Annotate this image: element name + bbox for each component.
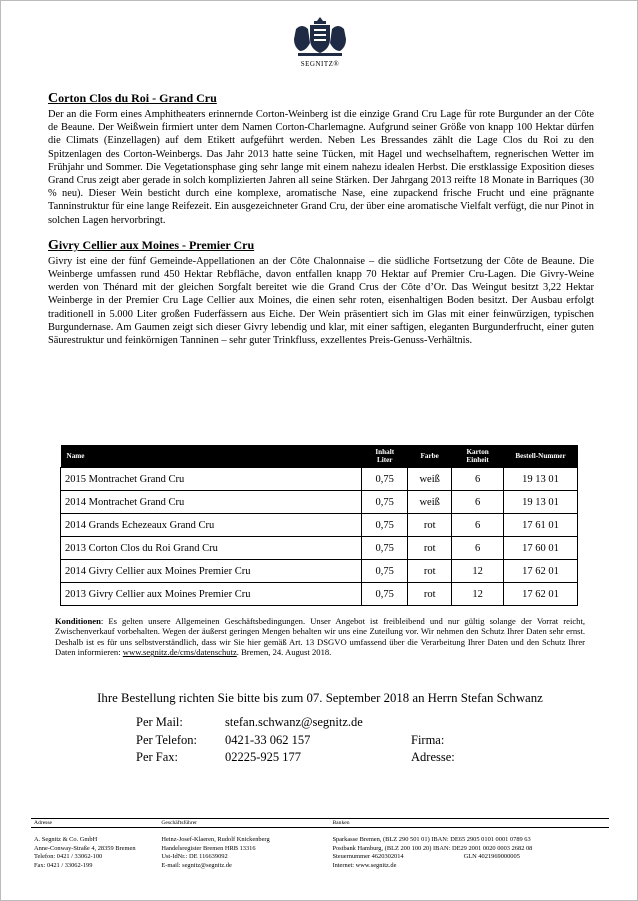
mail-label: Per Mail:	[136, 715, 183, 729]
header-inhalt: Inhalt Liter	[362, 445, 408, 468]
table-row	[61, 560, 578, 583]
section-text-givry: Givry ist eine der fünf Gemeinde-Appellationen an der Côte Chalonnaise – die südliche Fortsetzung der Côte de Beaune. Die Weinberge umfassen rund 450 Hektar Rebfläche, davon entfallen knapp 70 Hektar auf Premier Cru-Lagen. Die Givry-Weine werden von Thénard mit der gleichen Sorgfalt bereitet wie die Grand Crus der Côte d’Or. Das Weingut besitzt 3,22 Hektar Weinberge in der Premier Cru Lage Cellier aux Moines, die einen sehr roten, eisenhaltigen Boden besitzt. Der Ausbau erfolgt traditionell in 5.000 Liter großen Fuderfässern aus Eiche. Der Wein präsentiert sich im Glas mit einer feinwürzigen, typischen Burgundernase. Am Gaumen zeigt sich dieser Givry lebendig und klar, mit einer saftigen, eleganten Burgunderfrucht, einer guten Säurestruktur und feinkörnigen Tanninen – sehr guter Trinkfluss, exzellentes Preis-Genuss-Verhältnis.	[48, 255, 594, 347]
cell-name: 2013 Corton Clos du Roi Grand Cru	[61, 537, 362, 560]
phone-label: Per Telefon:	[136, 732, 198, 747]
cell-farbe: rot	[408, 514, 452, 537]
header-karton: Karton Einheit	[452, 445, 504, 468]
footer-head-geschaeftsfuehrer: Geschäftsführer	[161, 820, 198, 826]
footer-banks: Sparkasse Bremen, (BLZ 290 501 01) IBAN: DE65 2905 0101 0001 0789 63 Postbank Hamburg, (BLZ 200 100 20) IBAN: DE29 2001 0020 0003 2682 08 Steuernummer 4620302014 GLN 4021969000005 Internet: www.segnitz.de	[332, 836, 533, 869]
firma-label: Firma:	[411, 732, 445, 747]
table-row	[61, 537, 578, 560]
crest-icon	[292, 15, 348, 59]
table-header-row	[61, 445, 578, 468]
mail-value[interactable]: stefan.schwanz@segnitz.de	[225, 715, 363, 729]
phone-value: 0421-33 062 157	[225, 732, 311, 747]
cell-nummer: 17 60 01	[504, 537, 578, 560]
cell-nummer: 17 62 01	[504, 583, 578, 606]
footer-management: Heinz-Josef-Klaeren, Rudolf Knickenberg Handelsregister Bremen HRB 13316 Ust-IdNr.: DE 116639092 E-mail: segnitz@segnitz.de	[161, 836, 270, 869]
reply-fields	[411, 732, 455, 767]
segnitz-logo	[289, 15, 351, 68]
cell-karton: 12	[452, 560, 504, 583]
table-row	[61, 514, 578, 537]
header-bestell: Bestell-Nummer	[504, 445, 578, 468]
cell-karton: 6	[452, 514, 504, 537]
cell-nummer: 19 13 01	[504, 491, 578, 514]
cell-farbe: rot	[408, 583, 452, 606]
section-title-corton: Corton Clos du Roi - Grand Cru	[48, 91, 217, 106]
privacy-link[interactable]: www.segnitz.de/cms/datenschutz	[122, 647, 237, 658]
cell-liter: 0,75	[362, 560, 408, 583]
logo-wordmark: SEGNITZ®	[300, 60, 340, 68]
main-content	[48, 91, 594, 358]
cell-name: 2014 Grands Echezeaux Grand Cru	[61, 514, 362, 537]
cell-nummer: 17 62 01	[504, 560, 578, 583]
cell-nummer: 17 61 01	[504, 514, 578, 537]
cell-liter: 0,75	[362, 537, 408, 560]
table-row	[61, 491, 578, 514]
cell-farbe: weiß	[408, 491, 452, 514]
order-deadline: Ihre Bestellung richten Sie bitte bis zum 07. September 2018 an Herrn Stefan Schwanz	[97, 691, 543, 705]
footer-columns	[31, 836, 609, 870]
section-text-corton: Der an die Form eines Amphitheaters erinnernde Corton-Weinberg ist die einzige Grand Cru Lage für rote Burgunder an der Côte de Beaune. Der Weißwein firmiert unter dem Namen Corton-Charlemagne. Aufgrund seiner Größe von knapp 100 Hektar dürfen die Climats (Einzellagen) auf dem Etikett aufgeführt werden. Neben Les Bressandes zählt die Lage Clos du Roi zu den Spitzenlagen des Corton-Weinbergs. Das Jahr 2013 hatte seine Tücken, mit Hagel und wechselhaftem, regnerischen Wetter im Frühjahr und Sommer. Die Vegetationsphase ging sehr lange mit einem nahezu idealen Herbst. Die erstklassige Exposition dieses Grand Crus zeigt aber gerade in solch komplizierten Jahren all seine Stärken. Der Jahrgang 2013 reifte 18 Monate in Barriques (30 % neu). Dieser Wein besticht durch eine komplexe, aromatische Nase, eine zupackend frische Frucht und eine prägnante Tanninstruktur für eine lange Reifezeit. Ein ausgezeichneter Grand Cru, der über eine aromatische Vielfalt verfügt, die nur Pinot in solchen Lagen hervorbringt.	[48, 109, 594, 226]
wine-table	[60, 445, 578, 606]
footer-address: A. Segnitz & Co. GmbH Anne-Conway-Straße 4, 28359 Bremen Telefon: 0421 / 33062-100 Fax: 0421 / 33062-199	[34, 836, 136, 869]
table-row	[61, 583, 578, 606]
fax-value: 02225-925 177	[225, 750, 302, 764]
cell-name: 2013 Givry Cellier aux Moines Premier Cru	[61, 583, 362, 606]
footer-headings	[31, 818, 609, 828]
cell-farbe: weiß	[408, 468, 452, 491]
cell-name: 2015 Montrachet Grand Cru	[61, 468, 362, 491]
cell-liter: 0,75	[362, 583, 408, 606]
cell-name: 2014 Givry Cellier aux Moines Premier Cru	[61, 560, 362, 583]
cell-liter: 0,75	[362, 491, 408, 514]
contact-labels	[136, 714, 197, 767]
cell-nummer: 19 13 01	[504, 468, 578, 491]
cell-karton: 6	[452, 468, 504, 491]
footer-head-banken: Banken	[332, 820, 350, 826]
cell-farbe: rot	[408, 560, 452, 583]
fax-label: Per Fax:	[136, 750, 179, 764]
table-row	[61, 468, 578, 491]
header-name: Name	[61, 445, 362, 468]
header-farbe: Farbe	[408, 445, 452, 468]
cell-karton: 6	[452, 537, 504, 560]
cell-liter: 0,75	[362, 514, 408, 537]
page-footer	[31, 818, 609, 870]
adresse-label: Adresse:	[411, 750, 455, 764]
cell-liter: 0,75	[362, 468, 408, 491]
footer-gln: GLN 4021969000005	[463, 853, 520, 861]
conditions-text: Konditionen: Es gelten unsere Allgemeinen Geschäftsbedingungen. Unser Angebot ist freibleibend und nur gültig solange der Vorrat reicht, Zwischenverkauf vorbehalten. Wegen der äußerst geringen Mengen behalten wir uns eine Zuteilung vor. Wir nehmen den Schutz Ihrer Daten sehr ernst. Deshalb ist es für uns selbstverständlich, dass wir Sie hier gemäß Art. 13 DSGVO umfassend über die Verarbeitung Ihrer Daten und den Schutz Ihrer Daten informieren: www.segnitz.de/cms/datenschutz. Bremen, 24. August 2018.	[55, 616, 585, 658]
footer-head-adresse: Adresse	[34, 820, 53, 826]
cell-karton: 12	[452, 583, 504, 606]
contact-values	[225, 714, 363, 767]
cell-farbe: rot	[408, 537, 452, 560]
cell-name: 2014 Montrachet Grand Cru	[61, 491, 362, 514]
cell-karton: 6	[452, 491, 504, 514]
section-title-givry: Givry Cellier aux Moines - Premier Cru	[48, 237, 255, 253]
